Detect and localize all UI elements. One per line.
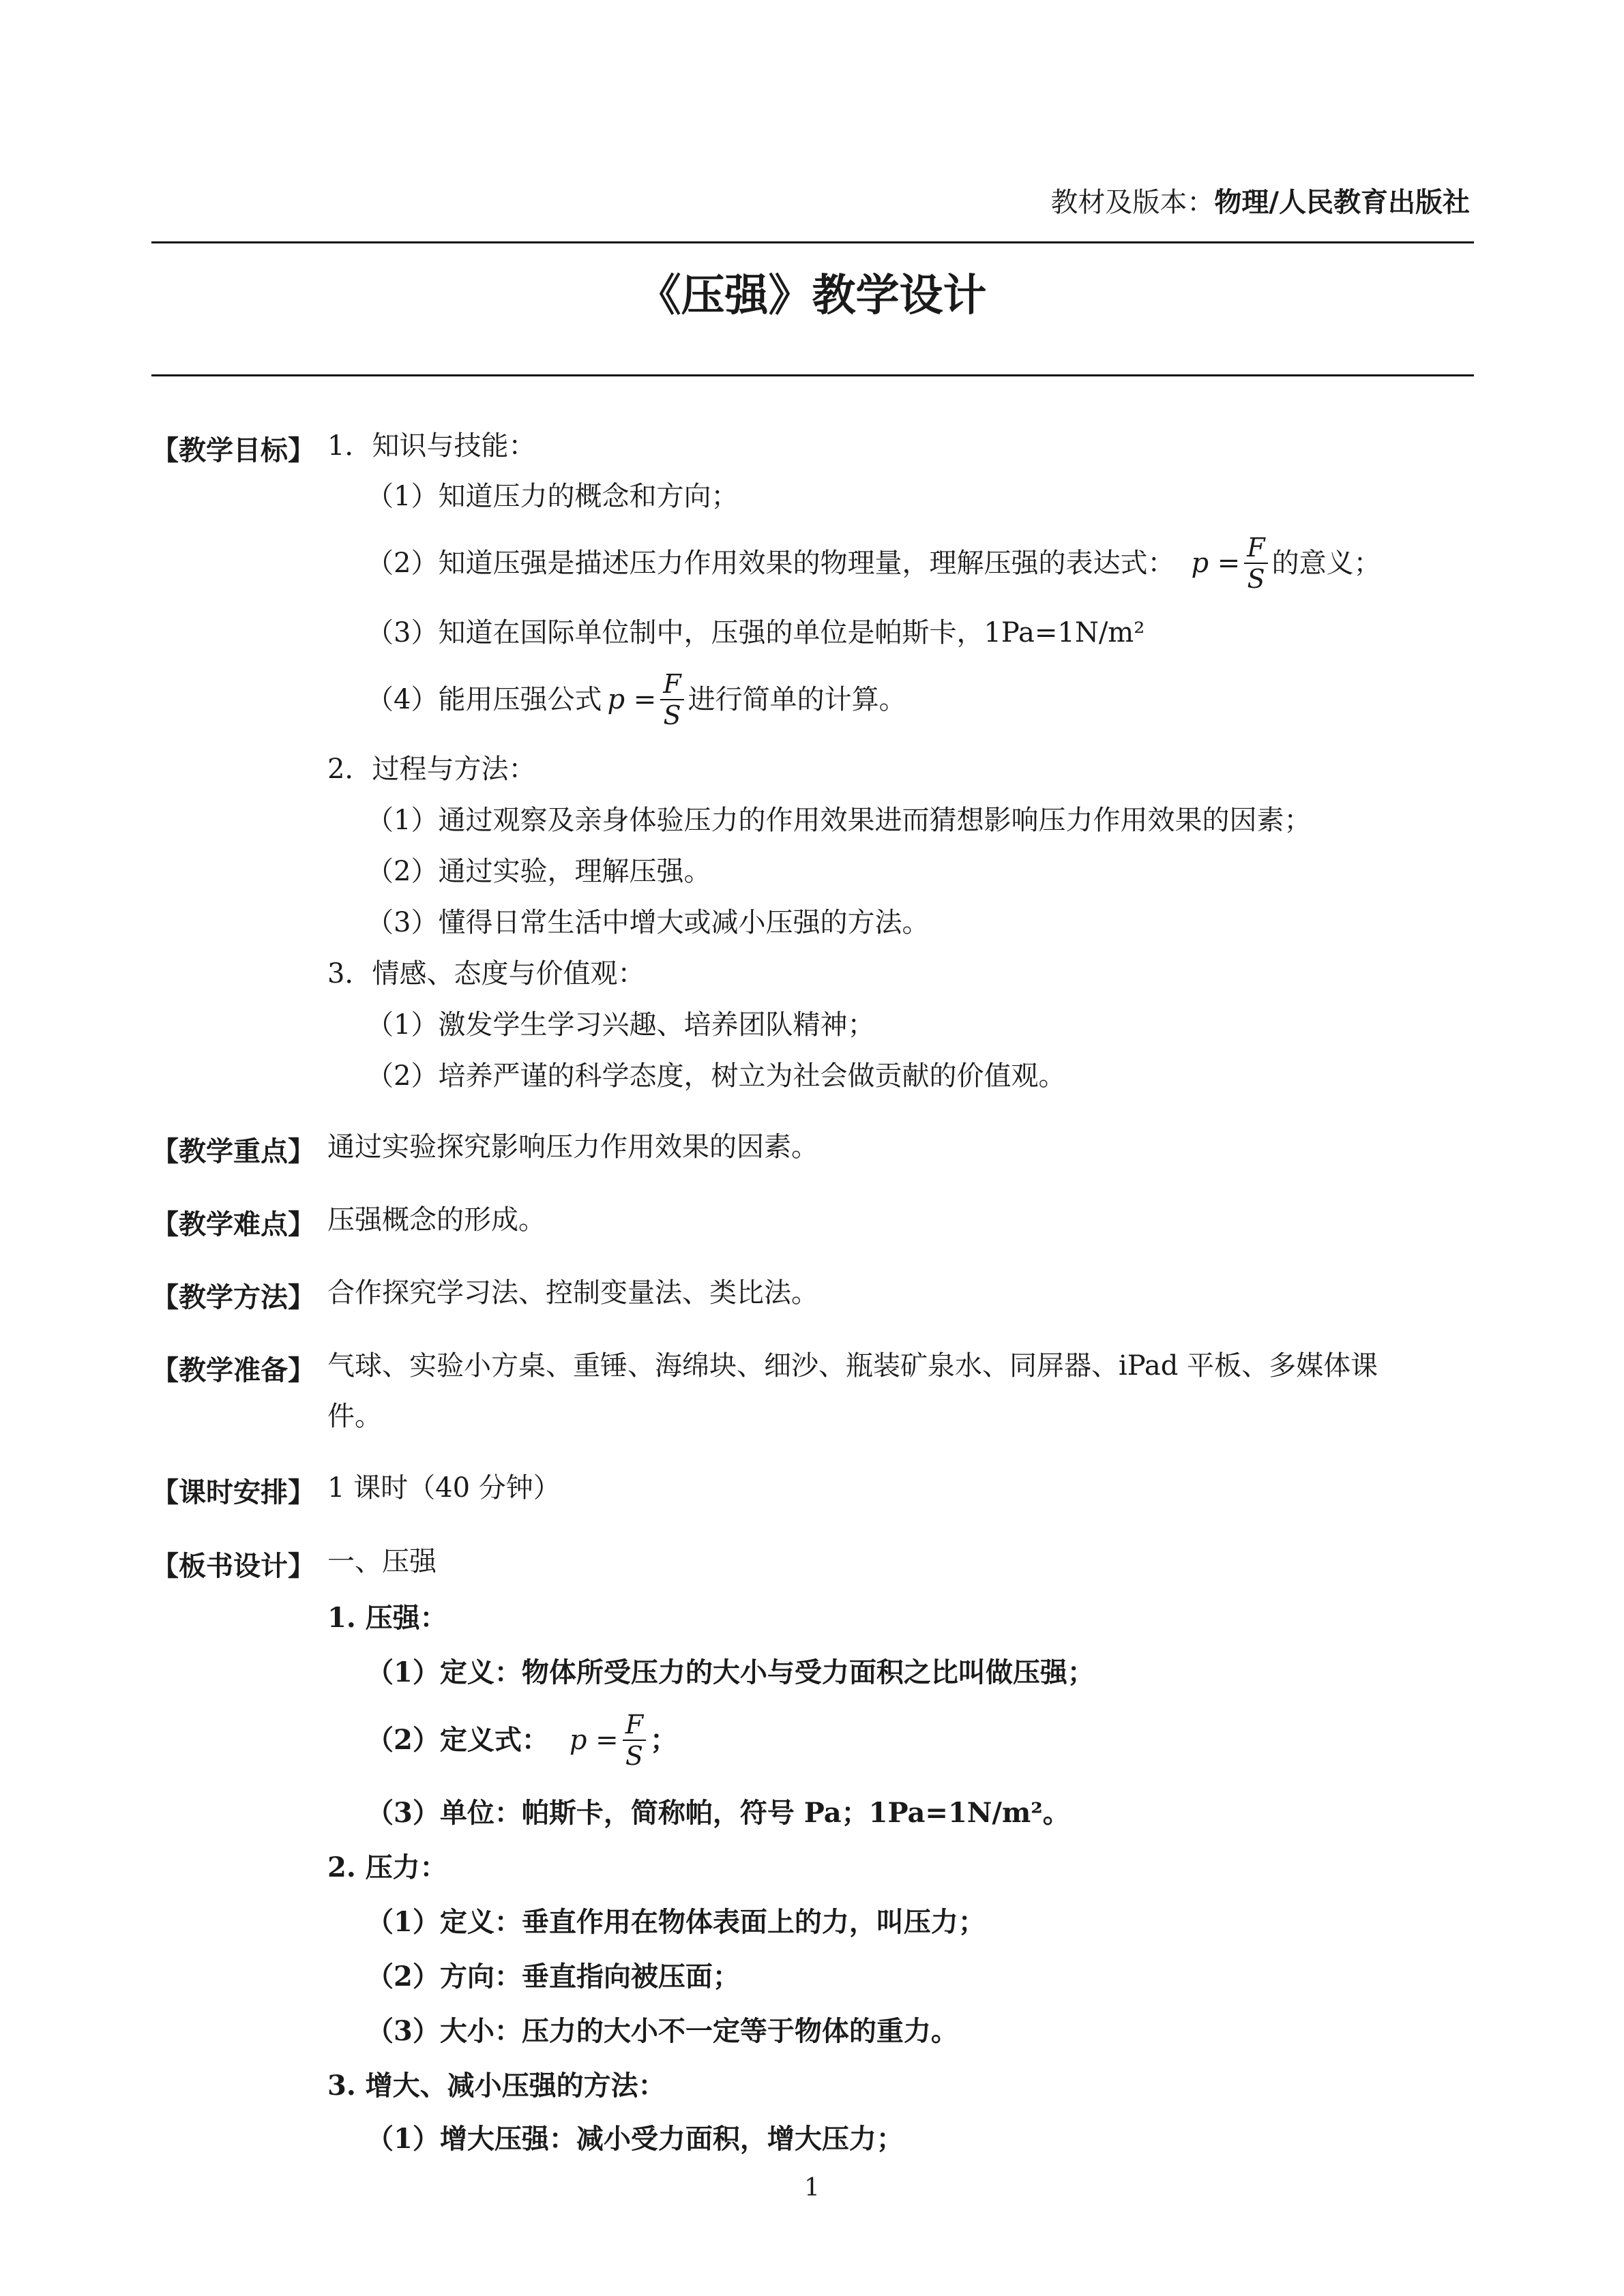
objectives-s1-item-3: （3）知道在国际单位制中，压强的单位是帕斯卡，1Pa=1N/m² (366, 617, 1145, 648)
objectives-s1-item-1: （1）知道压力的概念和方向； (366, 481, 739, 512)
objectives-s2-title: 2．过程与方法： (327, 754, 536, 785)
header-rule (151, 241, 1474, 243)
objectives-s3-item-2: （2）培养严谨的科学态度，树立为社会做贡献的价值观。 (366, 1060, 1066, 1092)
textbook-edition-value: 物理/人民教育出版社 (1214, 187, 1470, 218)
textbook-edition (1050, 181, 1470, 220)
formula-numerator: F (1244, 533, 1267, 564)
formula-fraction-3 (623, 1710, 646, 1771)
objectives-s1-item-2-text: （2）知道压强是描述压力作用效果的物理量，理解压强的表达式： (366, 548, 1175, 579)
objectives-s2-item-2: （2）通过实验，理解压强。 (366, 856, 711, 887)
page-number: 1 (804, 2174, 820, 2202)
formula-lhs: p = (1191, 548, 1241, 579)
difficulties-text: 压强概念的形成。 (327, 1204, 546, 1236)
preparation-text-line-1: 气球、实验小方桌、重锤、海绵块、细沙、瓶装矿泉水、同屏器、iPad 平板、多媒体课 (327, 1350, 1378, 1382)
formula-numerator-3: F (623, 1710, 646, 1741)
board-p2-title: 2. 压力： (327, 1851, 447, 1883)
methods-text: 合作探究学习法、控制变量法、类比法。 (327, 1277, 818, 1309)
objectives-s1-item-4-text: （4）能用压强公式 (366, 684, 602, 715)
objectives-s2-item-3: （3）懂得日常生活中增大或减小压强的方法。 (366, 907, 930, 938)
objectives-s1-item-2 (366, 531, 1381, 596)
title-rule (151, 374, 1474, 376)
board-p2-item-2: （2）方向：垂直指向被压面； (366, 1960, 740, 1993)
methods-label: 【教学方法】 (151, 1281, 315, 1313)
objectives-s1-item-2-tail: 的意义； (1271, 548, 1381, 579)
board-p1-item-2 (366, 1708, 677, 1773)
formula-fraction (1244, 533, 1267, 594)
key-points-text: 通过实验探究影响压力作用效果的因素。 (327, 1131, 818, 1163)
objectives-s1-title: 1．知识与技能： (327, 430, 536, 462)
objectives-s1-item-4-tail: 进行简单的计算。 (688, 684, 906, 715)
objectives-s1-item-4 (366, 667, 906, 732)
preparation-label: 【教学准备】 (151, 1354, 315, 1386)
schedule-text: 1 课时（40 分钟） (327, 1472, 561, 1504)
objectives-s3-item-1: （1）激发学生学习兴趣、培养团队精神； (366, 1009, 875, 1041)
key-points-label: 【教学重点】 (151, 1135, 315, 1167)
difficulties-label: 【教学难点】 (151, 1208, 315, 1240)
board-heading: 一、压强 (327, 1546, 437, 1577)
board-label: 【板书设计】 (151, 1550, 315, 1582)
textbook-edition-prefix: 教材及版本： (1050, 187, 1215, 218)
formula-fraction-2 (660, 669, 683, 730)
board-p3-title: 3. 增大、减小压强的方法： (327, 2070, 666, 2102)
board-p2-item-1: （1）定义：垂直作用在物体表面上的力，叫压力； (366, 1906, 986, 1938)
formula-numerator-2: F (660, 669, 683, 700)
formula-lhs-3: p = (569, 1725, 619, 1756)
formula-lhs-2: p = (607, 684, 657, 715)
board-p1-item-2-text: （2）定义式： (366, 1724, 549, 1756)
objectives-s3-title: 3．情感、态度与价值观： (327, 958, 645, 989)
board-p1-title: 1. 压强： (327, 1602, 447, 1634)
objectives-label: 【教学目标】 (151, 434, 315, 466)
board-p1-item-3: （3）单位：帕斯卡，简称帕，符号 Pa；1Pa=1N/m²。 (366, 1797, 1070, 1829)
board-p1-item-1: （1）定义：物体所受压力的大小与受力面积之比叫做压强； (366, 1656, 1095, 1688)
board-p1-item-2-tail: ； (650, 1724, 678, 1756)
formula-denominator: S (1247, 564, 1265, 594)
page-title: 《压强》教学设计 (637, 271, 987, 321)
formula-denominator-3: S (625, 1741, 643, 1771)
formula-denominator-2: S (663, 700, 681, 730)
board-p2-item-3: （3）大小：压力的大小不一定等于物体的重力。 (366, 2015, 958, 2047)
board-p3-item-1: （1）增大压强：减小受力面积，增大压力； (366, 2123, 904, 2155)
objectives-s2-item-1: （1）通过观察及亲身体验压力的作用效果进而猜想影响压力作用效果的因素； (366, 805, 1312, 836)
schedule-label: 【课时安排】 (151, 1476, 315, 1508)
preparation-text-line-2: 件。 (327, 1401, 382, 1432)
